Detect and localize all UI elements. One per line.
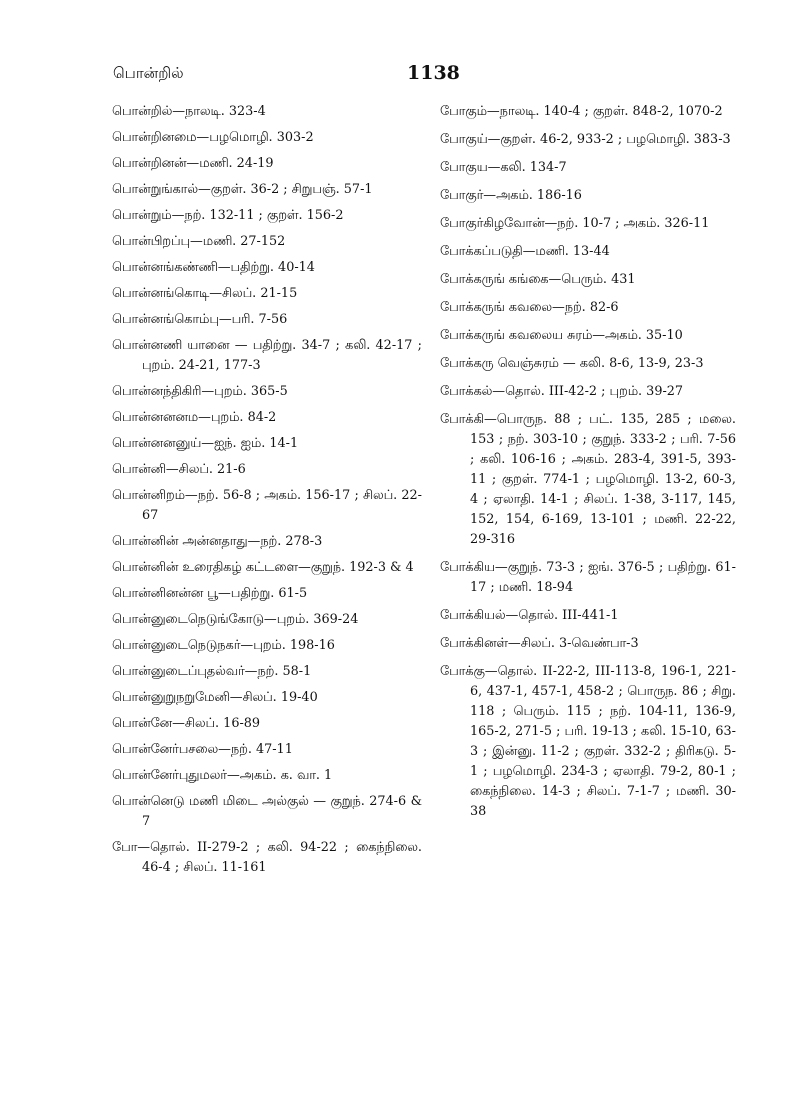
index-entry: பொன்றுங்கால்—குறள். 36-2 ; சிறுபஞ். 57-1 <box>112 182 373 197</box>
index-entry: பொன்னெடு மணி மிடை அல்குல் — குறுந். 274-6 & 7 <box>112 794 422 829</box>
index-entry: பொன்னங்கண்ணி—பதிற்று. 40-14 <box>112 260 315 275</box>
index-entry: பொன்றினமை—பழமொழி. 303-2 <box>112 130 314 145</box>
index-entry: போக்கியல்—தொல். III-441-1 <box>440 608 619 623</box>
index-entry: பொன்னங்கொம்பு—பரி. 7-56 <box>112 312 288 327</box>
index-entry: பொன்னின் அன்னதாது—நற். 278-3 <box>112 534 323 549</box>
right-column <box>440 102 736 830</box>
index-entry: போக்கல்—தொல். III-42-2 ; புறம். 39-27 <box>440 384 684 399</box>
index-entry: பொன்னந்திகிரி—புறம். 365-5 <box>112 384 288 399</box>
index-entry: பொன்னனனுய்—ஐந். ஐம். 14-1 <box>112 436 299 451</box>
index-entry: பொன்றில்—நாலடி. 323-4 <box>112 104 266 119</box>
index-entry: போக்கருங் கவலை—நற். 82-6 <box>440 300 619 315</box>
index-entry: பொன்னிறம்—நற். 56-8 ; அகம். 156-17 ; சிலப். 22-67 <box>112 488 422 523</box>
index-entry: போகுர்கிழவோன்—நற். 10-7 ; அகம். 326-11 <box>440 216 710 231</box>
index-entry: பொன்னுறுநறுமேனி—சிலப். 19-40 <box>112 690 318 705</box>
index-entry: போகுய்—குறள். 46-2, 933-2 ; பழமொழி. 383-3 <box>440 132 731 147</box>
index-entry: பொன்னி—சிலப். 21-6 <box>112 462 246 477</box>
running-head: பொன்றில் <box>113 64 184 82</box>
index-entry: பொன்னணி யானை — பதிற்று. 34-7 ; கலி. 42-17 ; புறம். 24-21, 177-3 <box>112 338 422 373</box>
index-entry: போ—தொல். II-279-2 ; கலி. 94-22 ; கைந்நிலை. 46-4 ; சிலப். 11-161 <box>112 840 422 875</box>
index-entry: பொன்னுடைநெடுங்கோடு—புறம். 369-24 <box>112 612 359 627</box>
index-entry: போக்கருங் கவலைய சுரம்—அகம். 35-10 <box>440 328 683 343</box>
index-entry: போக்கு—தொல். II-22-2, III-113-8, 196-1, 221-6, 437-1, 457-1, 458-2 ; பொருந. 86 ; சிறு. 118 ; பெரும். 115 ; நற். 104-11, 136-9, 165-2, 271-5 ; பரி. 19-13 ; கலி. 15-10, 63-3 ; இன்னு. 11-2 ; குறள். 332-2 ; திரிகடு. 5-1 ; பழமொழி. 234-3 ; ஏலாதி. 79-2, 80-1 ; கைந்நிலை. 14-3 ; சிலப். 7-1-7 ; மணி. 30-38 <box>440 664 736 819</box>
page-number: 1138 <box>407 62 460 84</box>
index-entry: பொன்னனனம—புறம். 84-2 <box>112 410 277 425</box>
index-entry: போக்கருங் கங்கை—பெரும். 431 <box>440 272 636 287</box>
index-entry: பொன்றும்—நற். 132-11 ; குறள். 156-2 <box>112 208 344 223</box>
left-column <box>112 102 422 884</box>
index-entry: பொன்னுடைப்புதல்வர்—நற். 58-1 <box>112 664 312 679</box>
index-entry: போக்கரு வெஞ்சுரம் — கலி. 8-6, 13-9, 23-3 <box>440 356 704 371</box>
index-entry: பொன்னினன்ன பூ—பதிற்று. 61-5 <box>112 586 308 601</box>
index-entry: போகுர்—அகம். 186-16 <box>440 188 582 203</box>
index-entry: போக்கப்படுதி—மணி. 13-44 <box>440 244 610 259</box>
index-entry: பொன்னங்கொடி—சிலப். 21-15 <box>112 286 298 301</box>
index-entry: போக்கினள்—சிலப். 3-வெண்பா-3 <box>440 636 639 651</box>
index-entry: பொன்னின் உரைதிகழ் கட்டளை—குறுந். 192-3 & 4 <box>112 560 414 575</box>
index-entry: போக்கி—பொருந. 88 ; பட். 135, 285 ; மலை. 153 ; நற். 303-10 ; குறுந். 333-2 ; பரி. 7-56 ; கலி. 106-16 ; அகம். 283-4, 391-5, 393-11 ; குறள். 774-1 ; பழமொழி. 13-2, 60-3, 4 ; ஏலாதி. 14-1 ; சிலப். 1-38, 3-117, 145, 152, 154, 6-169, 13-101 ; மணி. 22-22, 29-316 <box>440 412 736 547</box>
page-header <box>0 62 800 92</box>
index-entry: போகுய—கலி. 134-7 <box>440 160 567 175</box>
index-entry: பொன்பிறப்பு—மணி. 27-152 <box>112 234 286 249</box>
index-entry: பொன்னுடைநெடுநகர்—புறம். 198-16 <box>112 638 335 653</box>
index-entry: போகும்—நாலடி. 140-4 ; குறள். 848-2, 1070-2 <box>440 104 723 119</box>
index-entry: பொன்னேர்புதுமலர்—அகம். க. வா. 1 <box>112 768 333 783</box>
index-entry: போக்கிய—குறுந். 73-3 ; ஐங். 376-5 ; பதிற்று. 61-17 ; மணி. 18-94 <box>440 560 736 595</box>
index-entry: பொன்றினன்—மணி. 24-19 <box>112 156 274 171</box>
index-entry: பொன்னேர்பசலை—நற். 47-11 <box>112 742 293 757</box>
index-entry: பொன்னே—சிலப். 16-89 <box>112 716 261 731</box>
